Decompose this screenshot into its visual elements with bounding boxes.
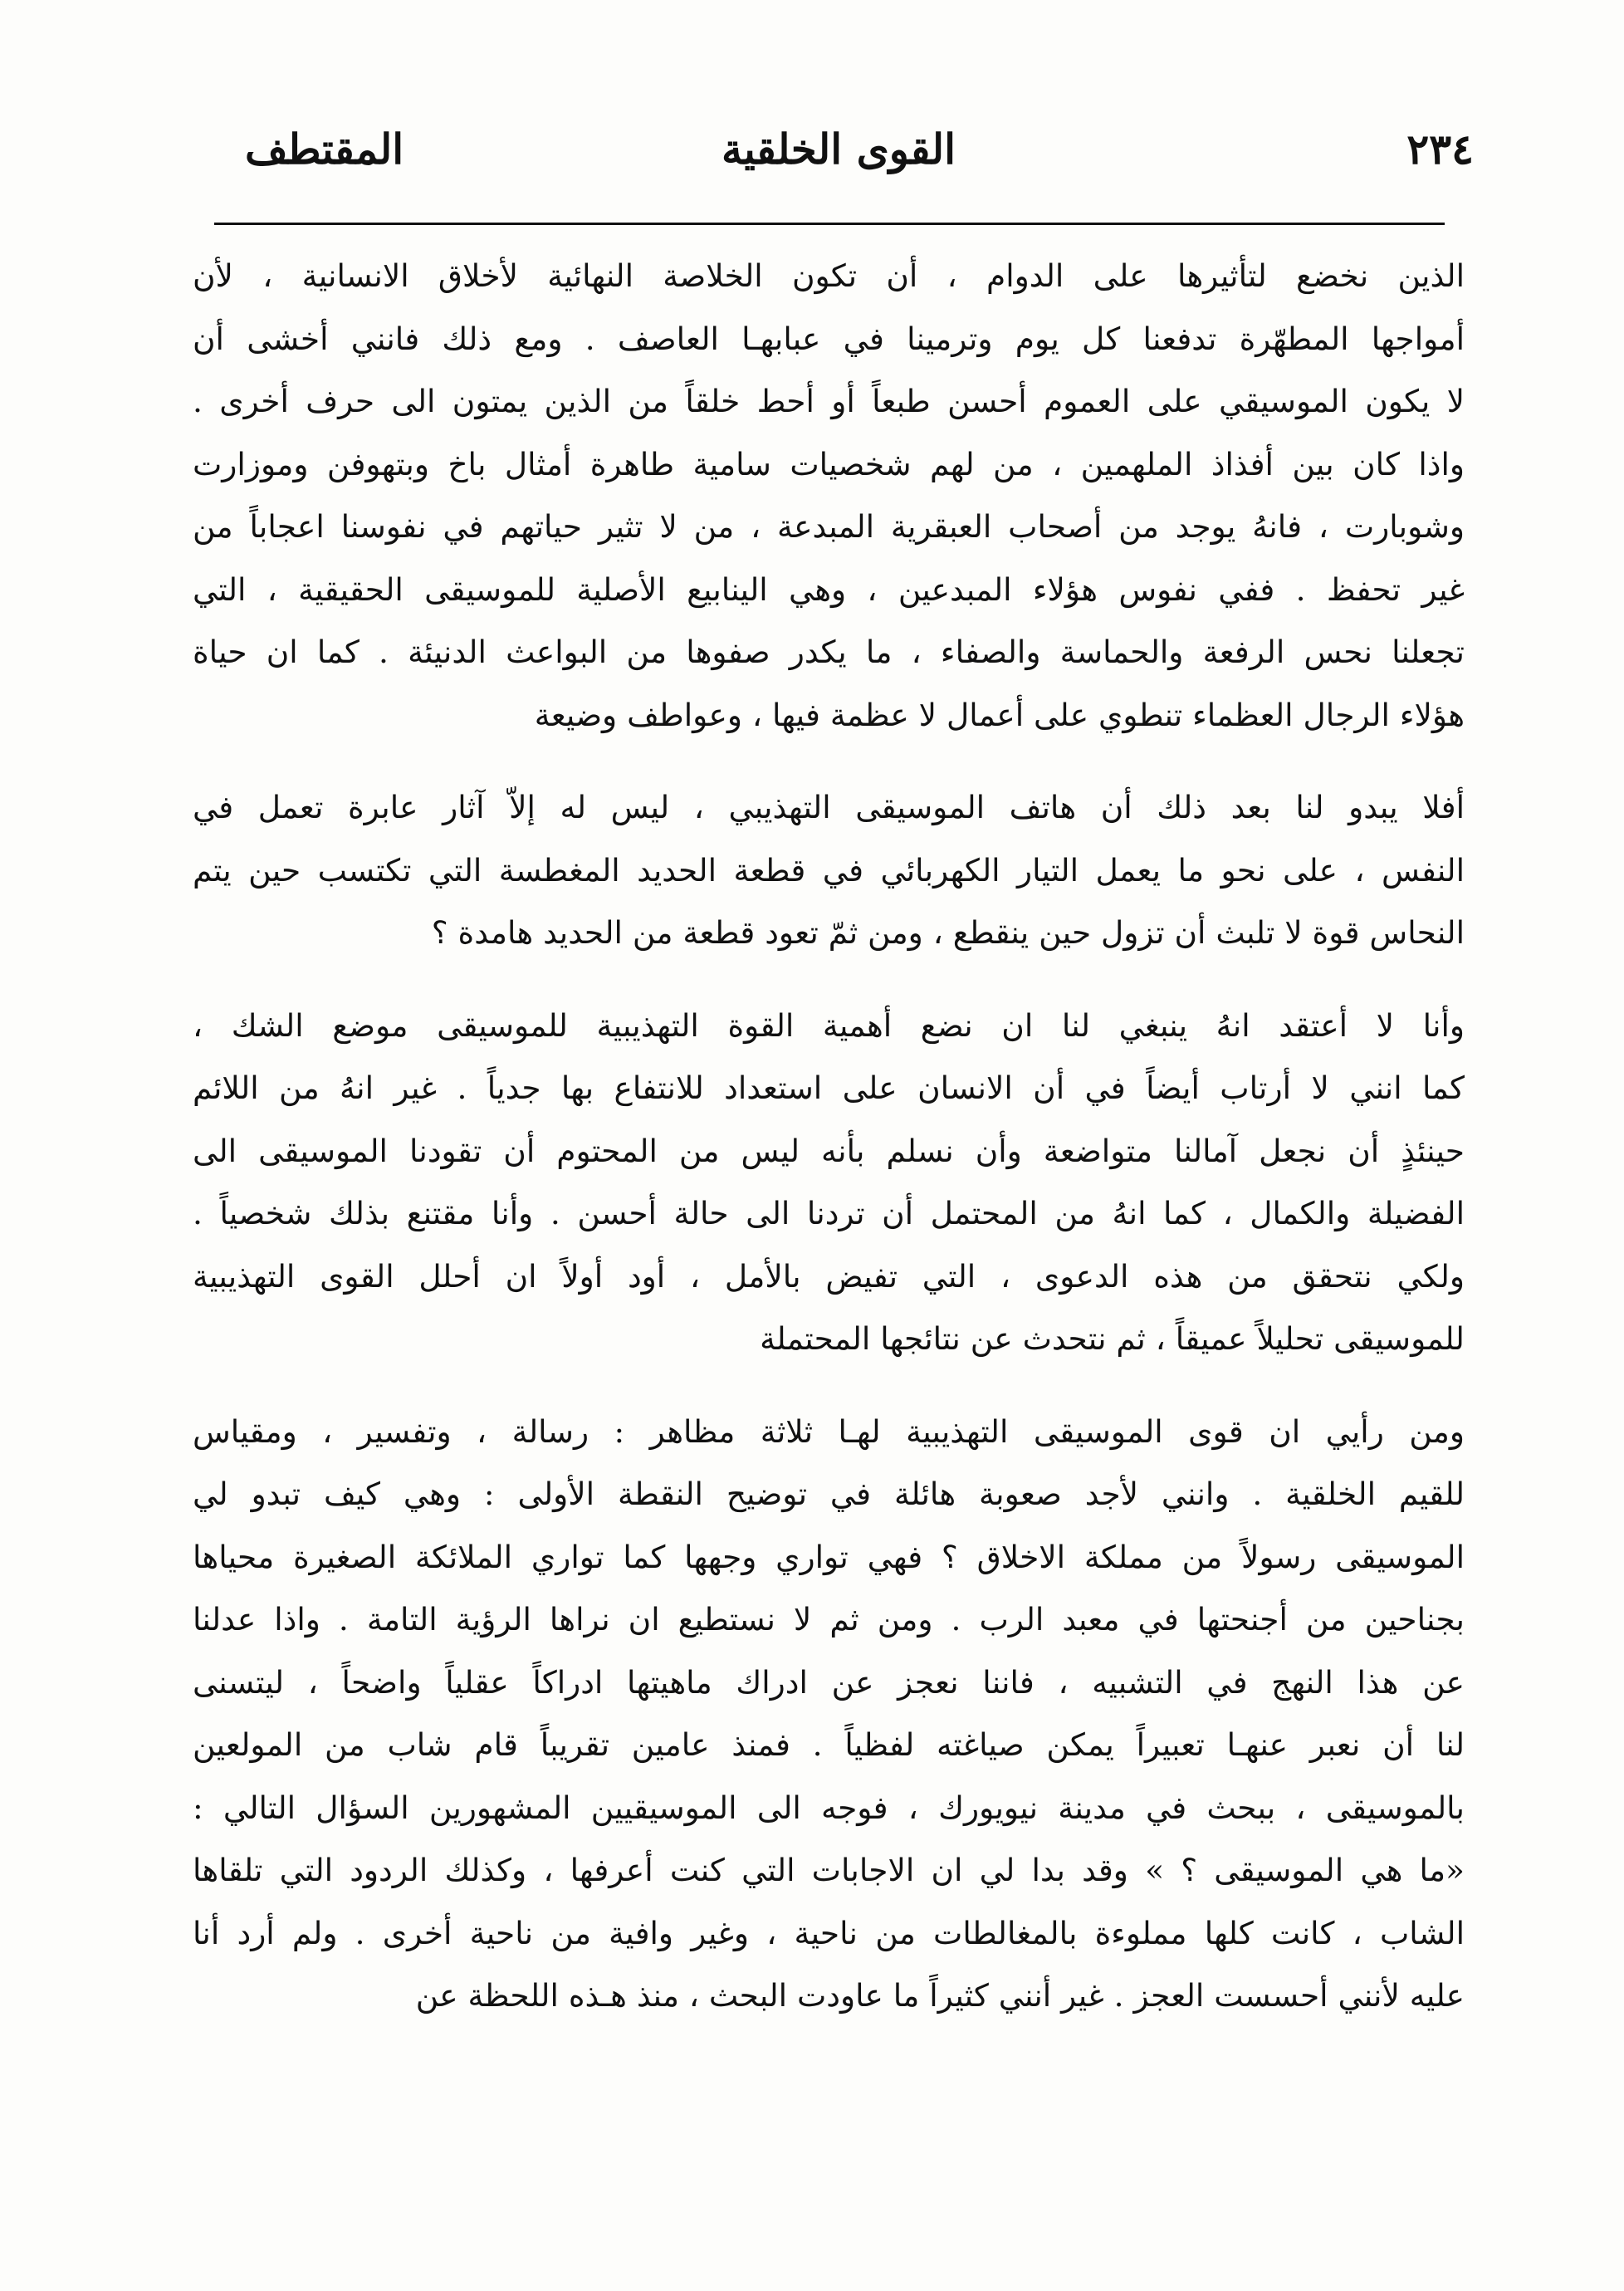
paragraph <box>193 245 1465 747</box>
text-line: الموسيقى رسولاً من مملكة الاخلاق ؟ فهي تواري وجهها كما تواري الملائكة الصغيرة محياها <box>193 1538 1465 1575</box>
paragraph <box>193 1401 1465 2028</box>
text-line: ومن رأيي ان قوى الموسيقى التهذيبية لهـا ثلاثة مظاهر : رسالة ، وتفسير ، ومقياس <box>193 1412 1465 1450</box>
article-title: القوى الخلقية <box>722 125 956 174</box>
paragraph <box>193 995 1465 1371</box>
text-line: النحاس قوة لا تلبث أن تزول حين ينقطع ، ومن ثمّ تعود قطعة من الحديد هامدة ؟ <box>431 914 1465 951</box>
text-line: وأنا لا أعتقد انهُ ينبغي لنا ان نضع أهمية القوة التهذيبية للموسيقى موضع الشك ، <box>193 1006 1465 1044</box>
text-line: بجناحين من أجنحتها في معبد الرب . ومن ثم لا نستطيع ان نراها الرؤية التامة . واذا عدلنا <box>193 1601 1465 1637</box>
text-line: الفضيلة والكمال ، كما انهُ من المحتمل أن تردنا الى حالة أحسن . وأنا مقتنع بذلك شخصياً . <box>193 1195 1465 1231</box>
page-header <box>203 125 1474 199</box>
article-body <box>193 245 1465 2221</box>
text-line: تجعلنا نحس الرفعة والحماسة والصفاء ، ما يكدر صفوها من البواعث الدنيئة . كما ان حياة <box>193 634 1465 670</box>
journal-name: المقتطف <box>245 125 404 174</box>
paragraph-gap <box>193 1371 1465 1401</box>
text-line: للموسيقى تحليلاً عميقاً ، ثم نتحدث عن نتائجها المحتملة <box>760 1320 1465 1357</box>
text-line: الشاب ، كانت كلها مملوءة بالمغالطات من ناحية ، وغير وافية من ناحية أخرى . ولم أرد أنا <box>193 1914 1465 1951</box>
text-line: عن هذا النهج في التشبيه ، فاننا نعجز عن ادراك ماهيتها ادراكاً عقلياً واضحاً ، ليتسنى <box>193 1663 1465 1701</box>
text-line: هؤلاء الرجال العظماء تنطوي على أعمال لا عظمة فيها ، وعواطف وضيعة <box>534 696 1465 733</box>
header-rule <box>214 223 1445 225</box>
text-line: للقيم الخلقية . وانني لأجد صعوبة هائلة في توضيح النقطة الأولى : وهي كيف تبدو لي <box>193 1476 1465 1512</box>
paragraph <box>193 776 1465 965</box>
paragraph-gap <box>193 747 1465 776</box>
text-line: أمواجها المطهّرة تدفعنا كل يوم وترمينا في عبابهـا العاصف . ومع ذلك فانني أخشى أن <box>193 320 1465 357</box>
text-line: وشوبارت ، فانهُ يوجد من أصحاب العبقرية المبدعة ، من لا تثير حياتهم في نفوسنا اعجاباً من <box>193 508 1465 545</box>
text-line: «ما هي الموسيقى ؟ » وقد بدا لي ان الاجابات التي كنت أعرفها ، وكذلك الردود التي تلقاها <box>193 1852 1465 1888</box>
paragraph-gap <box>193 965 1465 995</box>
text-line: لا يكون الموسيقي على العموم أحسن طبعاً أو أحط خلقاً من الذين يمتون الى حرف أخرى . <box>193 383 1465 419</box>
text-line: الذين نخضع لتأثيرها على الدوام ، أن تكون الخلاصة النهائية لأخلاق الانسانية ، لأن <box>193 257 1465 294</box>
text-line: لنا أن نعبر عنهـا تعبيراً يمكن صياغته لفظياً . فمنذ عامين تقريباً قام شاب من المولعين <box>193 1726 1465 1763</box>
text-line: واذا كان بين أفذاذ الملهمين ، من لهم شخصيات سامية طاهرة أمثال باخ وبتهوفن وموزارت <box>193 445 1465 482</box>
text-line: أفلا يبدو لنا بعد ذلك أن هاتف الموسيقى التهذيبي ، ليس له إلاّ آثار عابرة تعمل في <box>193 789 1465 825</box>
page-number: ٢٣٤ <box>1406 125 1474 174</box>
text-line: حينئذٍ أن نجعل آمالنا متواضعة وأن نسلم بأنه ليس من المحتوم أن تقودنا الموسيقى الى <box>193 1132 1465 1169</box>
text-line: ولكي نتحقق من هذه الدعوى ، التي تفيض بالأمل ، أود أولاً ان أحلل القوى التهذيبية <box>193 1257 1465 1295</box>
text-line: كما انني لا أرتاب أيضاً في أن الانسان على استعداد للانتفاع بها جدياً . غير انهُ من اللائم <box>193 1070 1465 1106</box>
text-line: غير تحفظ . ففي نفوس هؤلاء المبدعين ، وهي الينابيع الأصلية للموسيقى الحقيقية ، التي <box>193 570 1465 608</box>
text-line: عليه لأنني أحسست العجز . غير أنني كثيراً ما عاودت البحث ، منذ هـذه اللحظة عن <box>415 1977 1465 2014</box>
text-line: بالموسيقى ، ببحث في مدينة نيويورك ، فوجه الى الموسيقيين المشهورين السؤال التالي : <box>193 1789 1465 1826</box>
text-line: النفس ، على نحو ما يعمل التيار الكهربائي في قطعة الحديد المغطسة التي تكتسب حين يتم <box>193 851 1465 888</box>
